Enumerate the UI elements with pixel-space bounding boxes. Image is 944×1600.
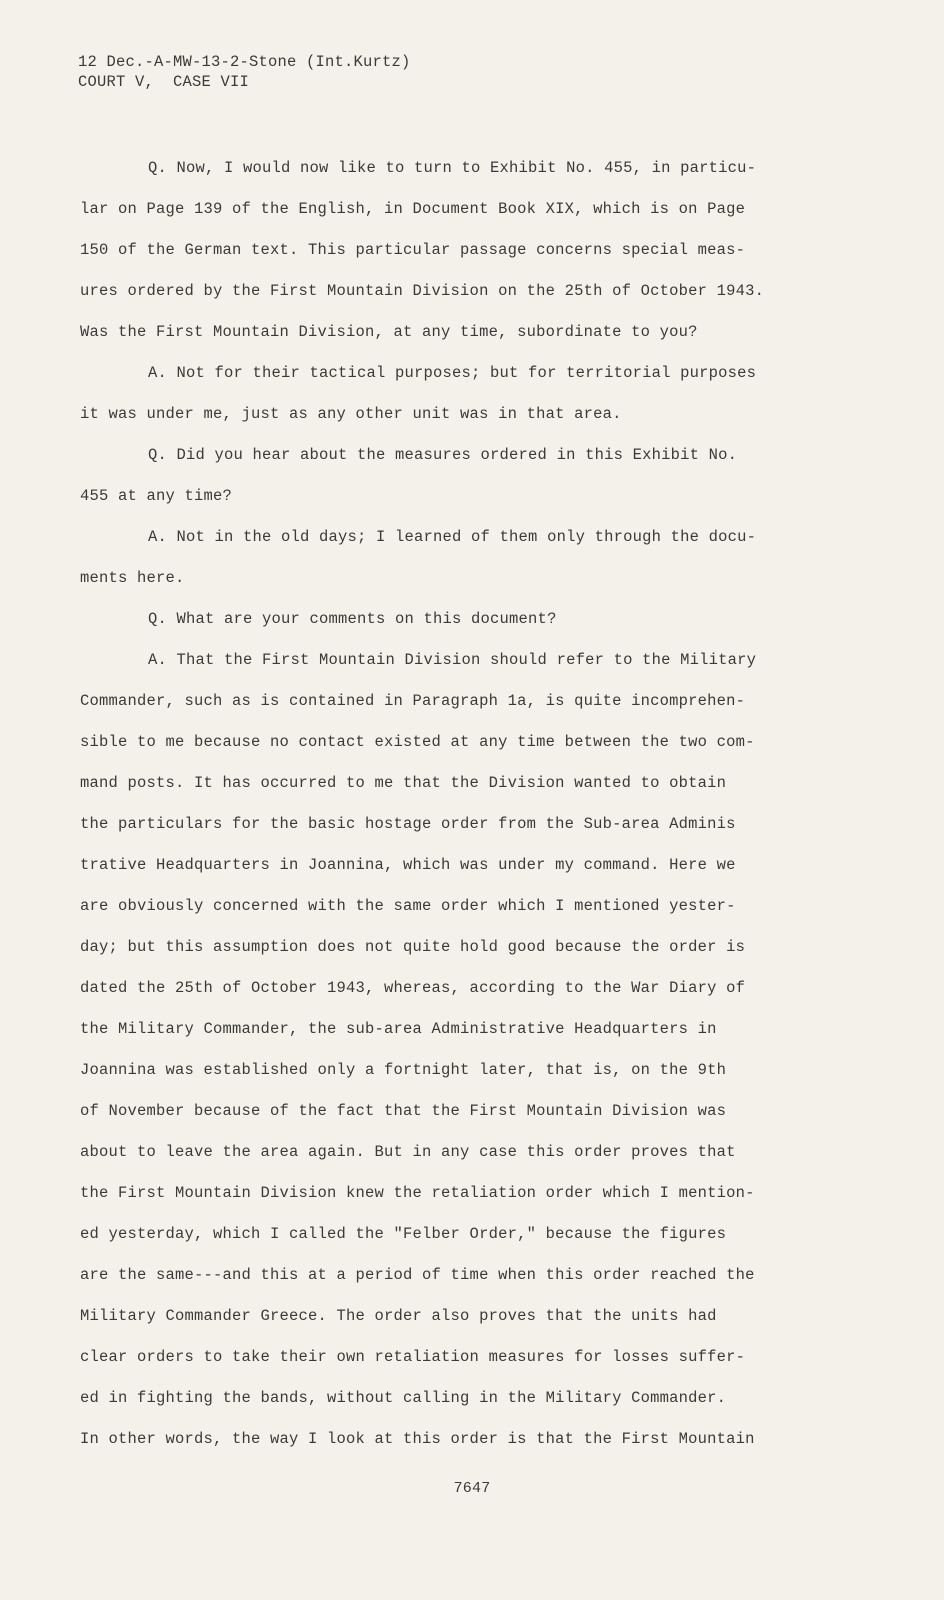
transcript-line: about to leave the area again. But in any case this order proves that [80, 1143, 736, 1161]
transcript-line: the First Mountain Division knew the retaliation order which I mention- [80, 1184, 755, 1202]
transcript-line: 150 of the German text. This particular passage concerns special meas- [80, 241, 746, 259]
transcript-line: of November because of the fact that the First Mountain Division was [80, 1102, 727, 1120]
transcript-line: mand posts. It has occurred to me that the Division wanted to obtain [80, 774, 727, 792]
header-court-case-line: COURT V, CASE VII [78, 73, 250, 91]
transcript-line: Commander, such as is contained in Paragraph 1a, is quite incomprehen- [80, 692, 746, 710]
transcript-line: ments here. [80, 569, 185, 587]
transcript-line: In other words, the way I look at this order is that the First Mountain [80, 1430, 755, 1448]
page-number: 7647 [453, 1480, 491, 1497]
transcript-line: lar on Page 139 of the English, in Document Book XIX, which is on Page [80, 200, 746, 218]
transcript-line: dated the 25th of October 1943, whereas, according to the War Diary of [80, 979, 746, 997]
transcript-line: A. Not for their tactical purposes; but for territorial purposes [148, 364, 757, 382]
transcript-line: ures ordered by the First Mountain Division on the 25th of October 1943. [80, 282, 765, 300]
header-reference-line: 12 Dec.-A-MW-13-2-Stone (Int.Kurtz) [78, 53, 411, 71]
transcript-line: are obviously concerned with the same order which I mentioned yester- [80, 897, 736, 915]
transcript-line: ed yesterday, which I called the "Felber Order," because the figures [80, 1225, 727, 1243]
transcript-line: Q. What are your comments on this document? [148, 610, 557, 628]
transcript-line: are the same---and this at a period of time when this order reached the [80, 1266, 755, 1284]
transcript-line: day; but this assumption does not quite hold good because the order is [80, 938, 746, 956]
transcript-line: the particulars for the basic hostage order from the Sub-area Adminis [80, 815, 736, 833]
transcript-line: Q. Did you hear about the measures ordered in this Exhibit No. [148, 446, 738, 464]
transcript-line: A. Not in the old days; I learned of them only through the docu- [148, 528, 757, 546]
transcript-line: clear orders to take their own retaliation measures for losses suffer- [80, 1348, 746, 1366]
transcript-line: ed in fighting the bands, without calling in the Military Commander. [80, 1389, 727, 1407]
transcript-line: the Military Commander, the sub-area Administrative Headquarters in [80, 1020, 717, 1038]
transcript-line: it was under me, just as any other unit was in that area. [80, 405, 622, 423]
transcript-line: Military Commander Greece. The order also proves that the units had [80, 1307, 717, 1325]
transcript-line: Joannina was established only a fortnight later, that is, on the 9th [80, 1061, 727, 1079]
transcript-body [80, 148, 840, 1460]
transcript-line: A. That the First Mountain Division should refer to the Military [148, 651, 757, 669]
transcript-line: sible to me because no contact existed at any time between the two com- [80, 733, 755, 751]
document-header [78, 52, 411, 92]
transcript-line: Was the First Mountain Division, at any time, subordinate to you? [80, 323, 698, 341]
transcript-line: trative Headquarters in Joannina, which was under my command. Here we [80, 856, 736, 874]
transcript-line: Q. Now, I would now like to turn to Exhibit No. 455, in particu- [148, 159, 757, 177]
transcript-line: 455 at any time? [80, 487, 233, 505]
